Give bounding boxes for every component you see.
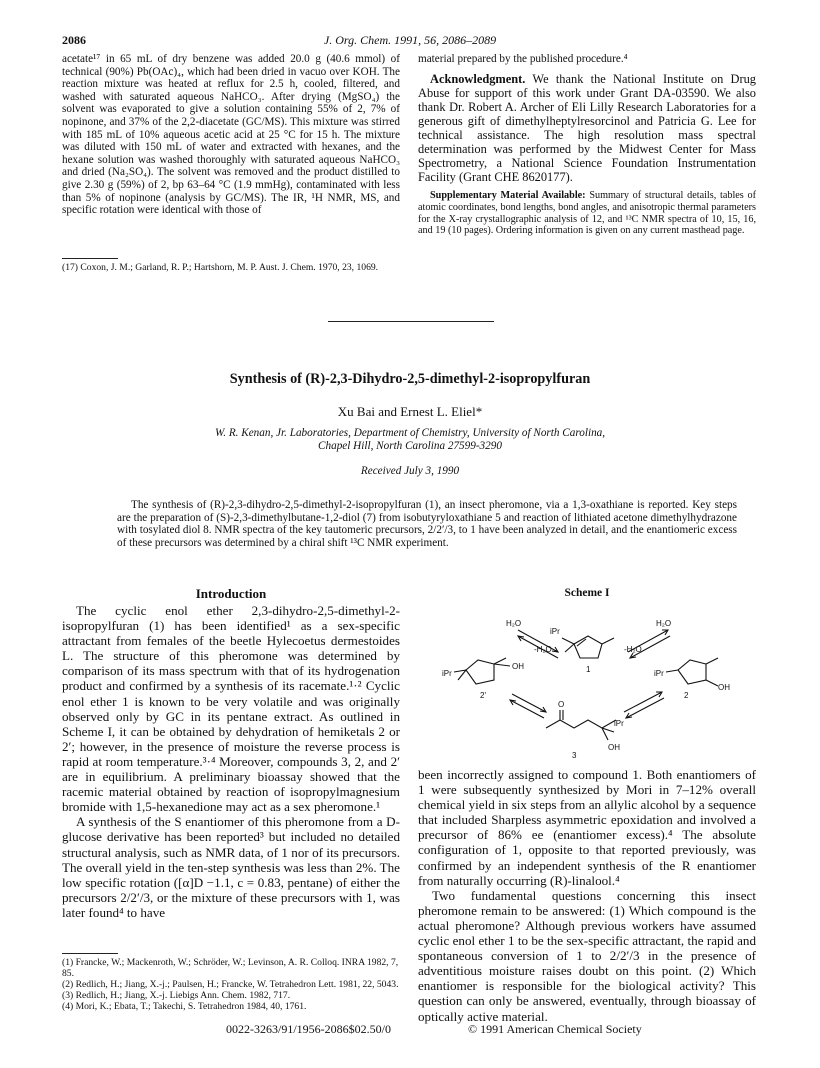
right-paragraph-2: Two fundamental questions concerning this insect pheromone remain to be answered: (1) Which compound is the actual pheromone? Although previous workers have assumed cyclic enol ether 1 to be the sex-specific attractant, the rapid and spontaneous conversion of 1 to 2/2′/3 in the presence of adventitious moisture raises doubt on this point. (2) Which enantiomer is responsible for the biological activity? This question can only be answered, eventually, through bioassay of optically active material.: [418, 887, 756, 1024]
footnote-divider-2: [62, 953, 118, 954]
scheme-label-1: 1: [586, 665, 591, 674]
ack-heading: Acknowledgment.: [430, 71, 526, 86]
scheme-ipr-left: iPr: [442, 669, 452, 678]
scheme-label-2: 2: [684, 691, 689, 700]
scheme-ipr-top: iPr: [550, 627, 560, 636]
scheme-ipr-right: iPr: [654, 669, 664, 678]
supp-text: Summary of structural details, tables of atomic coordinates, bond lengths, bond angles, and anisotropic thermal parameters for the X-ray crystallographic analysis of 12, and ¹³C NMR spectra of 10, 15, 16, and 19 (10 pages). Ordering information is given on any current masthead page.: [418, 190, 757, 237]
intro-paragraph-1: The cyclic enol ether 2,3-dihydro-2,5-dimethyl-2-isopropylfuran (1) has been identified¹ as a sex-specific attractant from females of the beetle Hylecoetus dermestoides L. The structure of this pheromone was determined by comparison of its mass spectrum with that of its hydrogenation product and confirmed by a synthesis of its racemate.¹·² Cyclic enol ether 1 is known to be very volatile and was originally observed only by GC in its pentane extract. As outlined in Scheme I, it can be obtained by dehydration of hemiketals 2 or 2′; however, in the presence of moisture the reverse process is rapid at room temperature.³·⁴ Moreover, compounds 3, 2, and 2′ are in equilibrium. A preliminary bioassay showed that the racemic material obtained by reaction of isopropylmagnesium bromide with 1,5-hexanedione may act as a sex pheromone.¹: [62, 603, 400, 815]
footnote-4: (4) Mori, K.; Ebata, T.; Takechi, S. Tetrahedron 1984, 40, 1761.: [62, 1001, 307, 1013]
compound-3-structure: [546, 710, 616, 740]
prev-article-right: [418, 53, 756, 237]
article-separator: [328, 321, 494, 322]
running-header: J. Org. Chem. 1991, 56, 2086–2089: [323, 33, 497, 47]
authors: Xu Bai and Ernest L. Eliel*: [337, 404, 483, 419]
ack-text: We thank the National Institute on Drug Abuse for support of this work under Grant DA-03590. We also thank Dr. Robert A. Archer of Eli Lilly Research Laboratories for a generous gift of dimethylheptylresorcinol and Patricia G. Lee for technical assistance. The high resolution mass spectral determination was performed by the Midwest Center for Mass Spectrometry, a National Science Foundation Instrumentation Facility (Grant CHE 8620177).: [418, 71, 756, 185]
abstract: The synthesis of (R)-2,3-dihydro-2,5-dimethyl-2-isopropylfuran (1), an insect pheromone, via a 1,3-oxathiane is reported. Key steps are the preparation of (S)-2,3-dimethylbutane-1,2-diol (7) from isobutyryloxathiane 5 and reaction of lithiated acetone dimethylhydrazone with tosylated diol 8. NMR spectra of the key tautomeric precursors, 2/2′/3, to 1 have been analyzed in detail, and the enantiomeric excess of these precursors was determined by a chiral shift ¹³C NMR experiment.: [117, 499, 737, 549]
footer-code: 0022-3263/91/1956-2086$02.50/0: [226, 1022, 391, 1036]
prev-footnote: (17) Coxon, J. M.; Garland, R. P.; Hartshorn, M. P. Aust. J. Chem. 1970, 23, 1069.: [62, 262, 379, 273]
acknowledgment: [418, 72, 756, 185]
scheme-oh-left: OH: [512, 662, 524, 671]
scheme-title: Scheme I: [564, 587, 610, 599]
intro-body: [62, 603, 400, 920]
affiliation-line1: W. R. Kenan, Jr. Laboratories, Department of Chemistry, University of North Carolina,: [214, 427, 606, 439]
footnote-1: (1) Francke, W.; Mackenroth, W.; Schröder, W.; Levinson, A. R. Colloq. INRA 1982, 7, 85.: [62, 957, 399, 980]
prev-right-text: material prepared by the published procedure.⁴: [418, 53, 628, 65]
footnote-2: (2) Redlich, H.; Jiang, X.-j.; Paulsen, H.; Francke, W. Tetrahedron Lett. 1981, 22, 5043.: [62, 979, 399, 991]
scheme-ipr-center: iPr: [614, 719, 624, 728]
scheme-oh-right: OH: [718, 683, 730, 692]
compound-2-structure: [666, 658, 718, 686]
scheme-minus-h2o-right: -H₂O: [624, 645, 642, 654]
scheme-label-2prime: 2': [480, 691, 486, 700]
introduction-heading: Introduction: [195, 586, 267, 601]
article-title: Synthesis of (R)-2,3-Dihydro-2,5-dimethyl-2-isopropylfuran: [229, 371, 591, 387]
footer-copyright: © 1991 American Chemical Society: [468, 1022, 642, 1036]
page-number: 2086: [62, 33, 86, 47]
compound-2prime-structure: [454, 658, 510, 684]
affiliation-line2: Chapel Hill, North Carolina 27599-3290: [318, 440, 502, 452]
scheme-diagram: [418, 600, 756, 760]
prev-article-left: [62, 53, 400, 217]
scheme-minus-h2o-left: -H₂O: [534, 645, 552, 654]
received-date: Received July 3, 1990: [360, 465, 460, 477]
supp-heading: Supplementary Material Available:: [430, 190, 586, 202]
prev-experimental-text: acetate¹⁷ in 65 mL of dry benzene was added 20.0 g (40.6 mmol) of technical (90%) Pb(OAc)₄, which had been dried in vacuo over KOH. The reaction mixture was heated at reflux for 2.5 h, cooled, filtered, and washed with saturated aqueous NaHCO₃. After drying (MgSO₄) the solvent was evaporated to give a solution containing 55% of 2, 7% of nopinone, and 37% of the 2,2-diacetate (GC/MS). This mixture was stirred with 185 mL of 10% aqueous acetic acid at 25 °C for 15 h. The mixture was diluted with 150 mL of water and extracted with hexanes, and the hexane solution was washed thoroughly with saturated aqueous NaHCO₃ and dried (Na₂SO₄). The solvent was removed and the product distilled to give 2.30 g (59%) of 2, bp 63–64 °C (1.9 mmHg), contaminated with less than 5% of nopinone (analysis by GC/MS). The IR, ¹H NMR, MS, and specific rotation were identical with those of: [62, 53, 400, 217]
intro-paragraph-2: A synthesis of the S enantiomer of this pheromone from a D-glucose derivative has been reported³ but included no detailed structural analysis, such as NMR data, of 1 nor of its precursors. The overall yield in the ten-step synthesis was less than 2%. The low specific rotation ([α]D −1.1, c = 0.83, pentane) of either the precursors 2/2′/3, or the mixture of these precursors with 1, was later found⁴ to have: [62, 814, 400, 920]
right-paragraph-1: been incorrectly assigned to compound 1. Both enantiomers of 1 were subsequently synthesized by Mori in 7–12% overall chemical yield in six steps from an allylic alcohol by a sequence that included Sharpless asymmetric epoxidation and involved a precursor of 86% ee (enantiomer excess).⁴ The absolute configuration of 1, opposite to that reported previously, was confirmed by an independent synthesis of the R enantiomer from naturally occurring (R)-linalool.⁴: [418, 767, 756, 888]
right-column-body: [418, 767, 756, 1024]
footnote-divider: [62, 258, 118, 259]
equilibrium-arrows-bottom-left: [510, 694, 546, 718]
scheme-h2o-top-right: H₂O: [656, 619, 672, 628]
scheme-oh-center: OH: [608, 743, 620, 752]
supplementary-material: [418, 190, 756, 236]
compound-1-structure: [562, 636, 614, 658]
equilibrium-arrows-bottom-right: [624, 692, 664, 718]
footnote-3: (3) Redlich, H.; Jiang, X.-j. Liebigs Ann. Chem. 1982, 717.: [62, 990, 291, 1002]
scheme-o-keto: O: [558, 700, 565, 709]
intro-footnotes: [62, 957, 400, 1012]
scheme-h2o-top-left: H₂O: [506, 619, 522, 628]
scheme-label-3: 3: [572, 751, 577, 760]
